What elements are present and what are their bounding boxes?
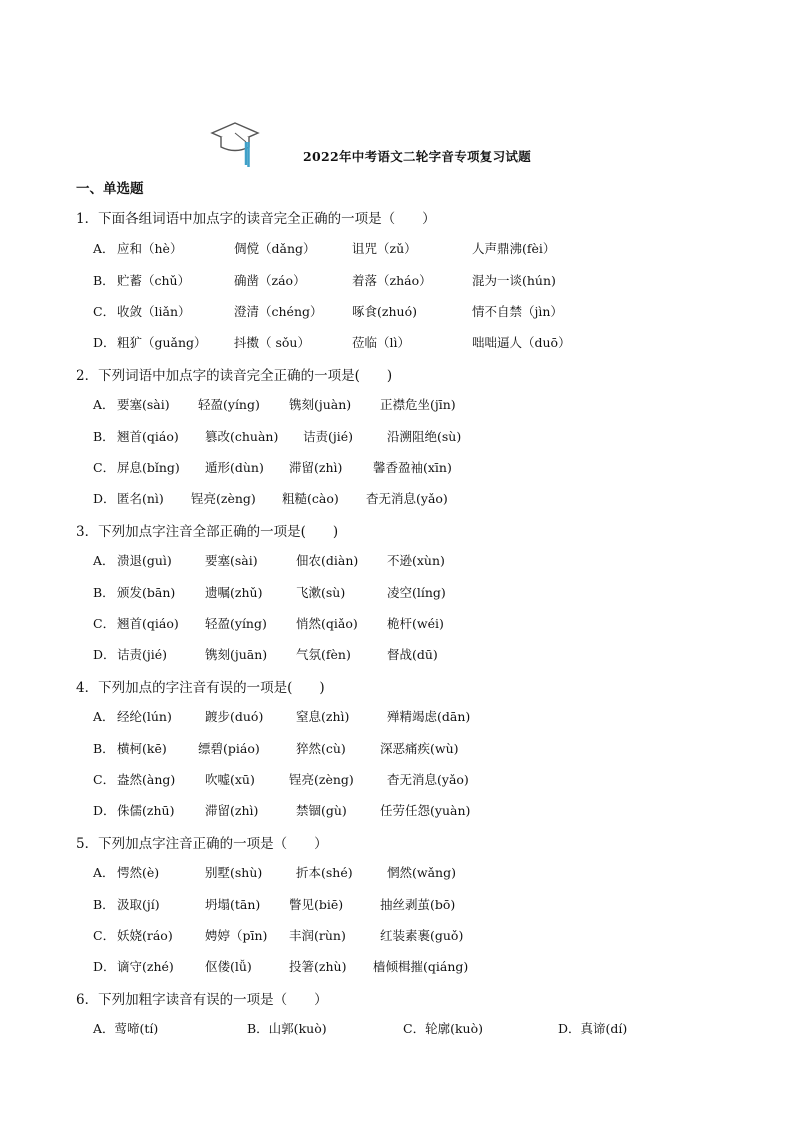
option-item: 锃亮(zèng)	[191, 491, 256, 506]
option-item: 匿名(nì)	[117, 491, 164, 506]
option-item: 飞漱(sù)	[296, 585, 346, 600]
option-letter: B．	[93, 429, 115, 444]
option-item: 愕然(è)	[117, 865, 160, 880]
option-item: 猝然(cù)	[296, 741, 346, 756]
option-item: 啄食(zhuó)	[352, 304, 417, 319]
option-item: 要塞(sài)	[117, 397, 170, 412]
option-letter: C．	[93, 772, 116, 787]
option-item: 气氛(fèn)	[296, 647, 351, 662]
question-stem-1: 1．下面各组词语中加点字的读音完全正确的一项是（ ）	[76, 211, 436, 227]
question-stem-4: 4．下列加点的字注音有误的一项是( )	[76, 680, 325, 696]
option-item: 镌刻(juān)	[205, 647, 268, 662]
option-item: 杳无消息(yǎo)	[387, 772, 469, 787]
option-item: 抽丝剥茧(bō)	[380, 897, 456, 912]
option-item: 颁发(bān)	[117, 585, 176, 600]
option-item: 沿溯阻绝(sù)	[387, 429, 462, 444]
option-letter: A．	[93, 865, 115, 880]
section-heading: 一、单选题	[76, 181, 144, 197]
option-item: 桅杆(wéi)	[387, 616, 444, 631]
option-item: 投箸(zhù)	[289, 959, 347, 974]
option-item: 坍塌(tān)	[205, 897, 261, 912]
option-item: 翘首(qiáo)	[117, 616, 179, 631]
option-item: 凌空(líng)	[387, 585, 446, 600]
option-item: 轻盈(yíng)	[198, 397, 260, 412]
option-item: 吹嘘(xū)	[205, 772, 255, 787]
option-item: 莅临（lì）	[352, 335, 410, 350]
option-item: 深恶痛疾(wù)	[380, 741, 459, 756]
option-letter: C．	[93, 460, 116, 475]
page-title: 2022年中考语文二轮字音专项复习试题	[303, 149, 531, 164]
option-letter: B．	[93, 741, 115, 756]
option-item: 馨香盈袖(xīn)	[373, 460, 452, 475]
option-item: 确凿（záo）	[234, 273, 306, 288]
option-item: 咄咄逼人（duō）	[472, 335, 571, 350]
question-stem-5: 5．下列加点字注音正确的一项是（ ）	[76, 836, 328, 852]
option-item: 丰润(rùn)	[289, 928, 346, 943]
option-item: A．莺啼(tí)	[93, 1021, 159, 1036]
option-letter: B．	[93, 273, 115, 288]
option-item: 混为一谈(hún)	[472, 273, 556, 288]
option-item: 收敛（liǎn）	[117, 304, 191, 319]
option-item: 篡改(chuàn)	[205, 429, 279, 444]
option-item: 贮蓄（chǔ）	[117, 273, 191, 288]
question-stem-6: 6．下列加粗字读音有误的一项是（ ）	[76, 992, 328, 1008]
option-item: 不逊(xùn)	[387, 553, 445, 568]
option-letter: B．	[93, 897, 115, 912]
option-item: 溃退(guì)	[117, 553, 172, 568]
option-item: 诅咒（zǔ）	[352, 241, 417, 256]
option-item: 妖娆(ráo)	[117, 928, 173, 943]
option-item: 人声鼎沸(fèi）	[472, 241, 556, 256]
question-stem-3: 3．下列加点字注音全部正确的一项是( )	[76, 524, 339, 540]
option-item: 轻盈(yíng)	[205, 616, 267, 631]
option-letter: D．	[93, 647, 116, 662]
option-item: 倜傥（dǎng）	[234, 241, 316, 256]
option-item: 瞥见(biē)	[289, 897, 344, 912]
option-item: B．山郭(kuò)	[247, 1021, 327, 1036]
option-item: 踱步(duó)	[205, 709, 264, 724]
question-stem-2: 2．下列词语中加点字的读音完全正确的一项是( )	[76, 368, 393, 384]
option-letter: B．	[93, 585, 115, 600]
option-item: 经纶(lún)	[117, 709, 172, 724]
option-letter: A．	[93, 709, 115, 724]
option-letter: C．	[93, 616, 116, 631]
option-item: 督战(dū)	[387, 647, 438, 662]
option-item: 应和（hè）	[117, 241, 183, 256]
option-letter: D．	[93, 491, 116, 506]
option-item: 盎然(àng)	[117, 772, 176, 787]
option-item: 镌刻(juàn)	[289, 397, 352, 412]
option-item: 惘然(wǎng)	[387, 865, 456, 880]
option-letter: C．	[93, 304, 116, 319]
option-item: 殚精竭虑(dān)	[387, 709, 471, 724]
option-item: 翘首(qiáo)	[117, 429, 179, 444]
option-item: 折本(shé)	[296, 865, 353, 880]
option-item: 粗糙(cào)	[282, 491, 339, 506]
option-item: 滞留(zhì)	[205, 803, 259, 818]
option-letter: A．	[93, 553, 115, 568]
option-item: 要塞(sài)	[205, 553, 258, 568]
option-item: 红装素裹(guǒ)	[380, 928, 464, 943]
option-letter: A．	[93, 397, 115, 412]
option-item: 禁锢(gù)	[296, 803, 347, 818]
option-item: 汲取(jí)	[117, 897, 160, 912]
option-item: 窒息(zhì)	[296, 709, 350, 724]
option-letter: C．	[93, 928, 116, 943]
option-letter: D．	[93, 803, 116, 818]
option-item: 侏儒(zhū)	[117, 803, 175, 818]
option-item: D．真谛(dí)	[558, 1021, 628, 1036]
option-letter: D．	[93, 335, 116, 350]
option-item: C．轮廓(kuò)	[403, 1021, 483, 1036]
option-item: 情不自禁（jìn）	[472, 304, 563, 319]
option-item: 杳无消息(yǎo)	[366, 491, 448, 506]
option-item: 别墅(shù)	[205, 865, 263, 880]
option-item: 正襟危坐(jīn)	[380, 397, 456, 412]
option-item: 谪守(zhé)	[117, 959, 174, 974]
option-item: 澄清（chéng）	[234, 304, 323, 319]
option-item: 任劳任怨(yuàn)	[380, 803, 471, 818]
option-item: 樯倾楫摧(qiáng)	[373, 959, 469, 974]
option-item: 横柯(kē)	[117, 741, 167, 756]
option-item: 滞留(zhì)	[289, 460, 343, 475]
option-item: 缥碧(piáo)	[198, 741, 260, 756]
option-letter: A．	[93, 241, 115, 256]
option-item: 悄然(qiǎo)	[296, 616, 358, 631]
option-letter: D．	[93, 959, 116, 974]
option-item: 诘责(jié)	[117, 647, 168, 662]
option-item: 佃农(diàn)	[296, 553, 359, 568]
option-item: 遁形(dùn)	[205, 460, 264, 475]
option-item: 粗犷（guǎng）	[117, 335, 207, 350]
option-item: 诘责(jié)	[303, 429, 354, 444]
option-item: 抖擞（ sǒu）	[234, 335, 310, 350]
option-item: 着落（zháo）	[352, 273, 432, 288]
option-item: 伛偻(lǚ)	[205, 959, 252, 974]
option-item: 娉婷（pīn)	[205, 928, 268, 943]
option-item: 锃亮(zèng)	[289, 772, 354, 787]
option-item: 遗嘱(zhǔ)	[205, 585, 263, 600]
option-item: 屏息(bǐng)	[117, 460, 180, 475]
